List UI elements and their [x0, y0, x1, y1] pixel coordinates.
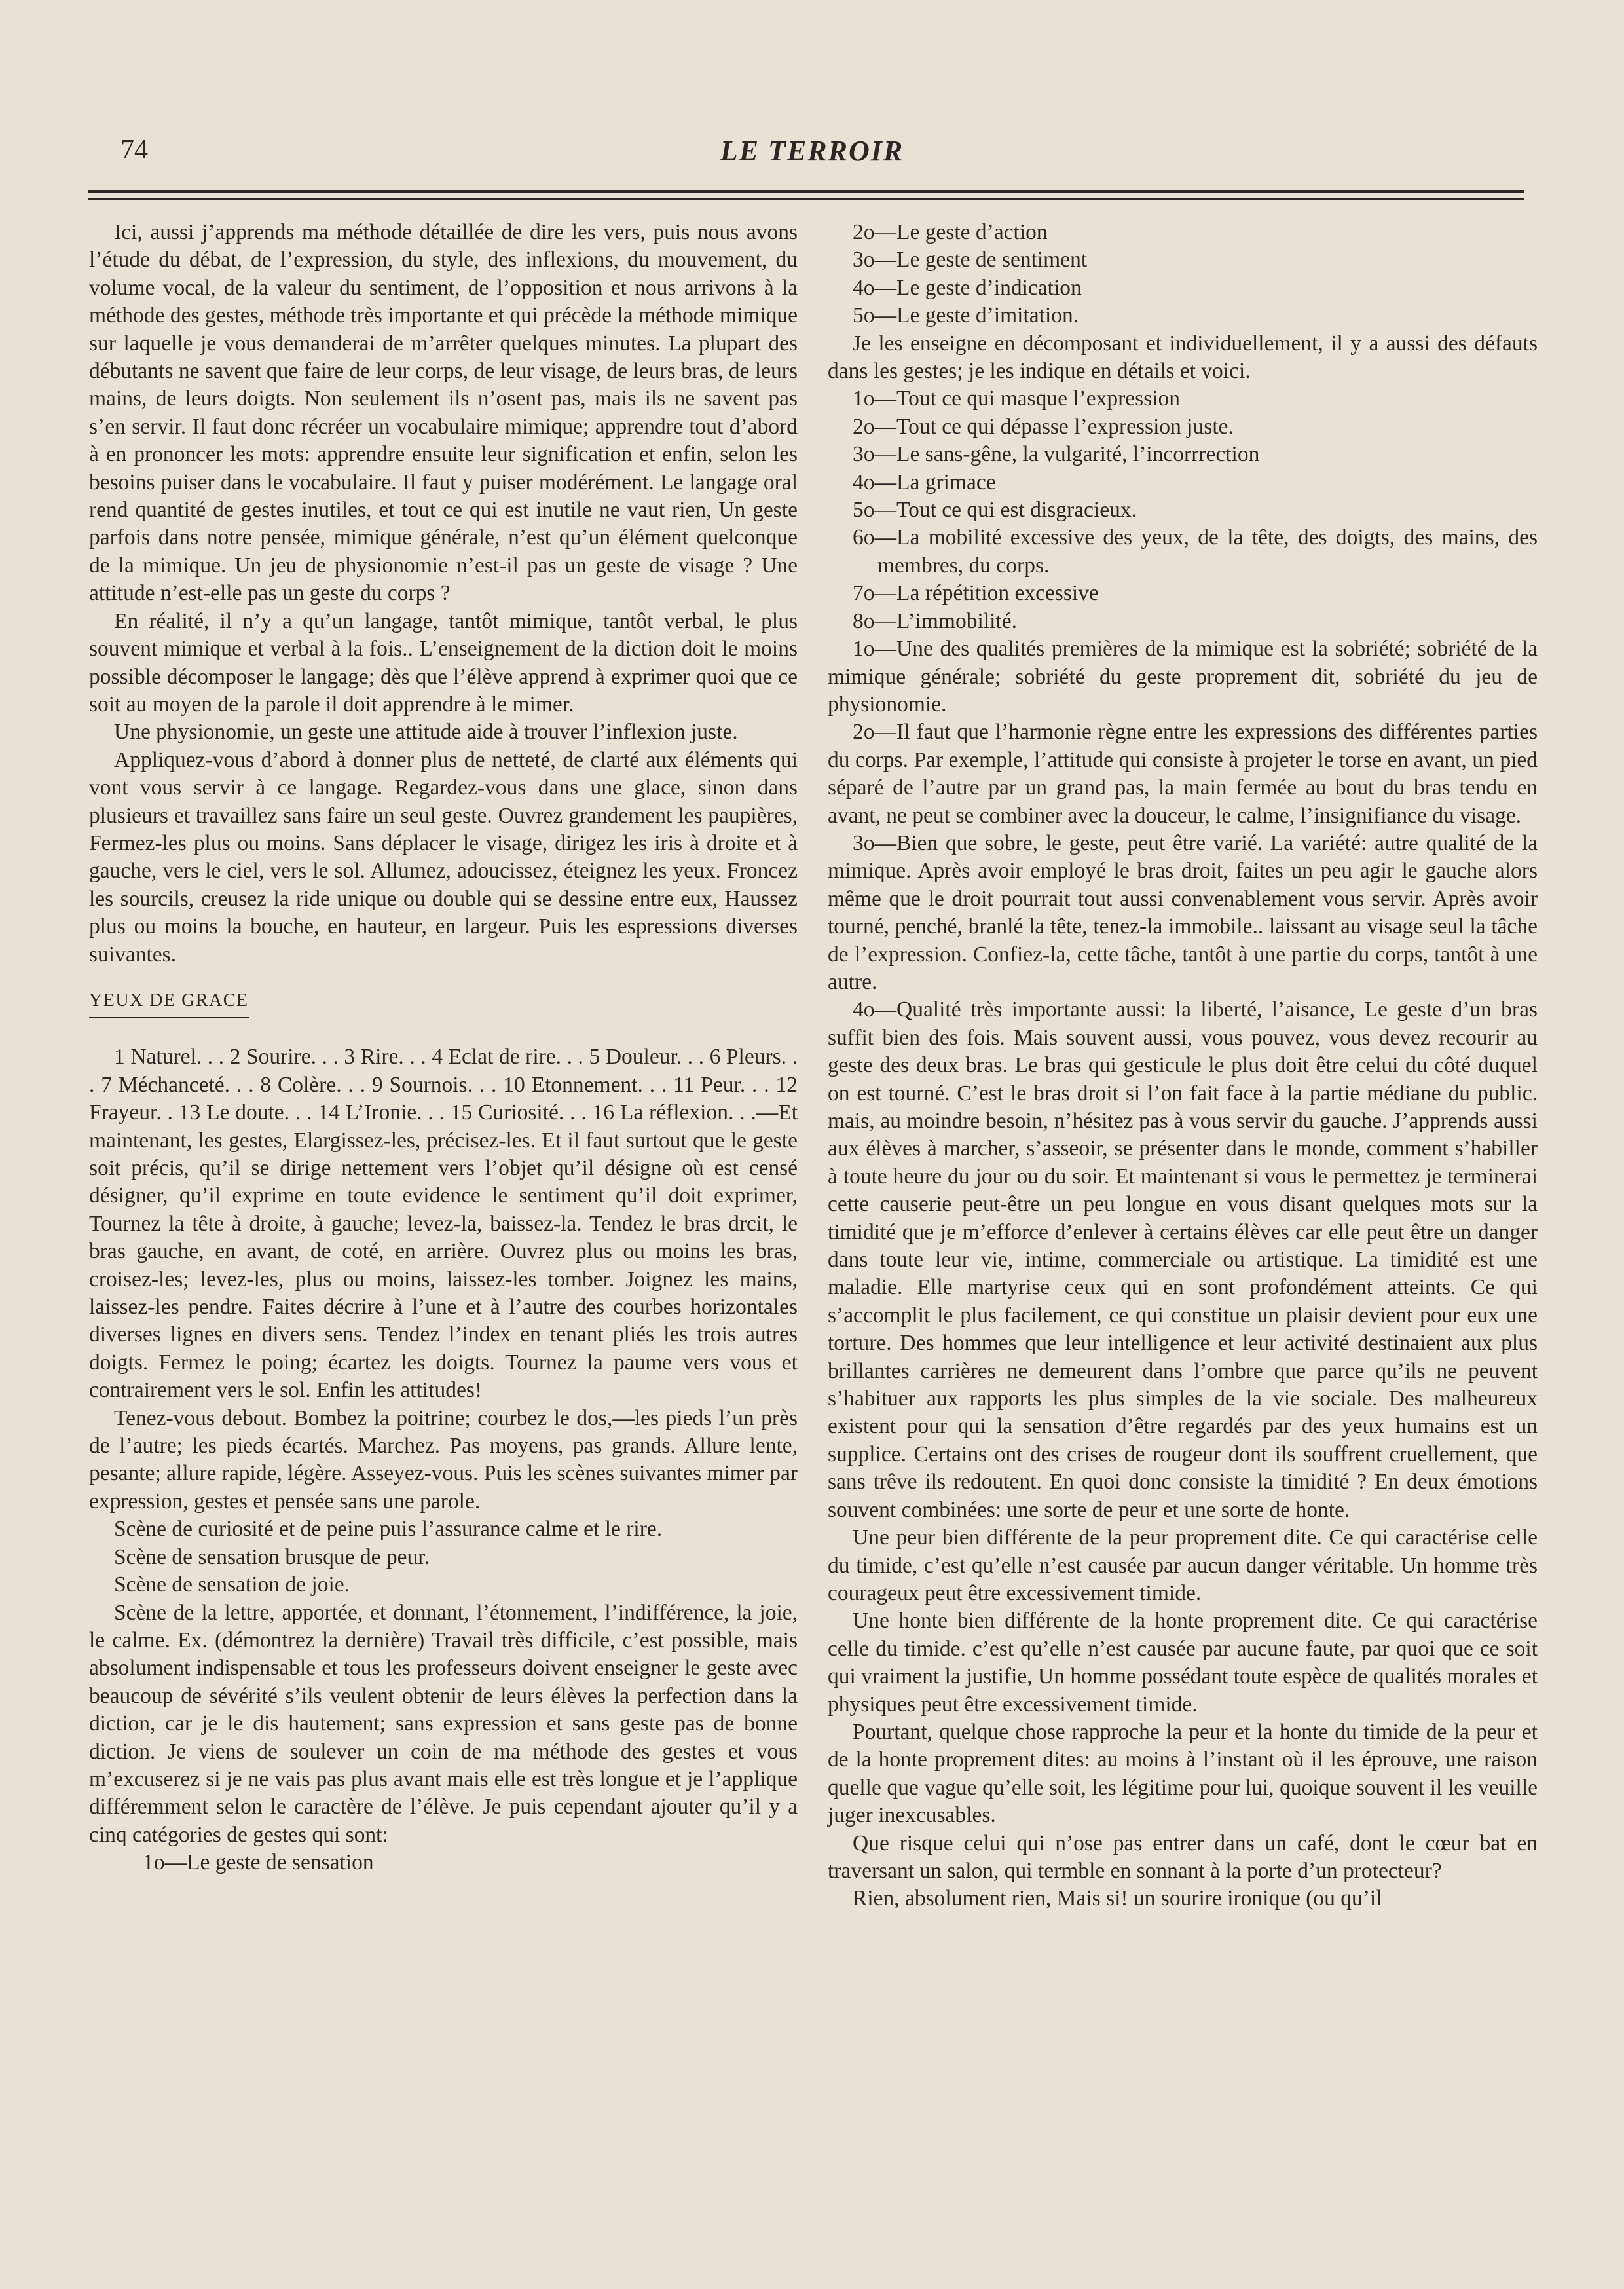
- paragraph: Je les enseigne en décomposant et individuellement, il y a aussi des défauts dans les gestes; je les indique en détails et voici.: [828, 331, 1538, 384]
- paragraph: En réalité, il n’y a qu’un langage, tantôt mimique, tantôt verbal, le plus souvent mimique et verbal à la fois.. L’enseignement de la diction doit le moins possible décomposer le langage; dès que l’élève apprend à exprimer quoi que ce soit au moyen de la parole il doit apprendre à le mimer.: [89, 608, 798, 716]
- defect-item: 3o—Le sans-gêne, la vulgarité, l’incorrrection: [853, 442, 1260, 467]
- defect-item: 1o—Tout ce qui masque l’expression: [853, 386, 1181, 411]
- quality-paragraph: 2o—Il faut que l’harmonie règne entre les expressions des différentes parties du corps. Par exemple, l’attitude qui consiste à projeter le torse en avant, un pied séparé de l’autre par un grand pas, la main fermée au bout du bras tendu en avant, ne peut se combiner avec la douceur, le calme, l’insignifiance du visage.: [828, 720, 1538, 828]
- paragraph: Une honte bien différente de la honte proprement dite. Ce qui caractérise celle du timide. c’est qu’elle n’est causée par aucune faute, par quoi que ce soit qui vraiment la justifie, Un homme possédant toute espèce de qualités morales et physiques peut être excessivement timide.: [828, 1609, 1538, 1717]
- paragraph: Une peur bien différente de la peur proprement dite. Ce qui caractérise celle du timide, c’est qu’elle n’est causée par aucun danger véritable. Un homme très courageux peut être excessivement timide.: [828, 1525, 1538, 1605]
- header-rule-thin: [88, 198, 1524, 200]
- defect-item: 2o—Tout ce qui dépasse l’expression juste.: [853, 414, 1234, 439]
- paragraph: Que risque celui qui n’ose pas entrer dans un café, dont le cœur bat en traversant un salon, qui termble en sonnant à la porte d’un protecteur?: [828, 1831, 1538, 1883]
- section-heading: [89, 987, 798, 1018]
- paragraph: Rien, absolument rien, Mais si! un sourire ironique (ou qu’il: [853, 1886, 1382, 1911]
- paragraph: Pourtant, quelque chose rapproche la peur et la honte du timide de la peur et de la honte proprement dites: au moins à l’instant où il les éprouve, une raison quelle que vague qu’elle soit, les légitime pour lui, quoique souvent il les veuille juger inexcusables.: [828, 1719, 1538, 1828]
- header-rule-thick: [88, 190, 1524, 193]
- defect-item: 4o—La grimace: [853, 470, 996, 494]
- running-head: [0, 134, 1624, 180]
- scene-item: Scène de sensation brusque de peur.: [114, 1544, 430, 1569]
- defect-item: 7o—La répétition excessive: [853, 581, 1099, 606]
- gesture-category-item: 1o—Le geste de sensation: [143, 1850, 374, 1875]
- scene-item: Scène de curiosité et de peine puis l’assurance calme et le rire.: [114, 1517, 663, 1542]
- paragraph: 1 Naturel. . . 2 Sourire. . . 3 Rire. . . 4 Eclat de rire. . . 5 Douleur. . . 6 Pleurs. . . 7 Méchanceté. . . 8 Colère. . . 9 Sournois. . . 10 Etonnement. . . 11 Peur. . . 12 Frayeur. . 13 Le doute. . . 14 L’Ironie. . . 15 Curiosité. . . 16 La réflexion. . .—Et maintenant, les gestes, Elargissez-les, précisez-les. Et il faut surtout que le geste soit précis, qu’il se dirige nettement vers l’objet qu’il désigne où est censé désigner, qu’il exprime en toute evidence le sentiment qu’il doit exprimer, Tournez la tête à droite, à gauche; levez-la, baissez-la. Tendez le bras drcit, le bras gauche, en avant, de coté, en arrière. Ouvrez plus ou moins les bras, croisez-les; levez-les, plus ou moins, laissez-les tomber. Joignez les mains, laissez-les pendre. Faites décrire à l’une et à l’autre des courbes horizontales diverses lignes en divers sens. Tendez l’index en tenant pliés les trois autres doigts. Fermez le poing; écartez les doigts. Tournez la paume vers vous et contrairement vers le sol. Enfin les attitudes!: [89, 1045, 798, 1403]
- paragraph: Tenez-vous debout. Bombez la poitrine; courbez le dos,—les pieds l’un près de l’autre; les pieds écartés. Marchez. Pas moyens, pas grands. Allure lente, pesante; allure rapide, légère. Asseyez-vous. Puis les scènes suivantes mimer par expression, gestes et pensée sans une parole.: [89, 1405, 798, 1514]
- paragraph: Scène de la lettre, apportée, et donnant, l’étonnement, l’indifférence, la joie, le calme. Ex. (démontrez la dernière) Travail très difficile, c’est possible, mais absolument indispensable et tous les professeurs doivent enseigner le geste avec beaucoup de sévérité s’ils veulent obtenir de leurs élèves la perfection dans la diction, car je le dis hautement; sans expression et sans geste pas de bonne diction. Je viens de soulever un coin de ma méthode des gestes et vous m’excuserez si je ne vais pas plus avant mais elle est très longue et je l’applique différemment selon le caractère de l’élève. Je puis cependant ajouter qu’il y a cinq catégories de gestes qui sont:: [89, 1600, 798, 1847]
- quality-paragraph: 4o—Qualité très importante aussi: la liberté, l’aisance, Le geste d’un bras suffit bien des fois. Mais souvent aussi, vous pouvez, vous devez recourir au geste des deux bras. Le bras qui gesticule le plus doit être celui du côté duquel on est tourné. C’est le bras droit si l’on fait face à la partie médiane du public. mais, au moindre besoin, n’hésitez pas à vous servir du gauche. J’apprends aussi aux élèves à marcher, s’asseoir, se présenter dans le monde, comment s’habiller à toute heure du jour ou du soir. Et maintenant si vous le permettez je terminerai cette causerie peut-être un peu longue en vous disant quelques mots sur la timidité que je m’efforce d’enlever à certains élèves car elle peut être un danger dans toute leur vie, intime, commerciale ou artistique. La timidité est une maladie. Elle martyrise ceux qui en sont profondément atteints. Ce qui s’accomplit le plus facilement, ce qui constitue un plaisir devient pour eux une torture. Des hommes que leur intelligence et leur activité destinaient aux plus brillantes carrières ne demeurent dans l’ombre que parce qu’ils ne peuvent s’habituer aux rapports les plus simples de la vie sociale. Des malheureux existent pour qui la sensation d’être regardés par des yeux humains est un supplice. Certains ont des crises de rougeur dont ils souffrent cruellement, que sans trêve ils redoutent. En quoi donc consiste la timidité ? En deux émotions souvent combinées: une sorte de peur et une sorte de honte.: [828, 997, 1538, 1522]
- section-heading-text: YEUX DE GRACE: [89, 987, 249, 1018]
- quality-paragraph: 1o—Une des qualités premières de la mimique est la sobriété; sobriété de la mimique générale; sobriété du geste proprement dit, sobriété du jeu de physionomie.: [828, 637, 1538, 716]
- quality-paragraph: 3o—Bien que sobre, le geste, peut être varié. La variété: autre qualité de la mimique. Après avoir employé le bras droit, faites un peu agir le gauche alors même que le droit pourrait tout aussi convenablement vous servir. Après avoir tourné, penché, branlé la tête, tenez-la immobile.. laissant au visage seul la tâche de l’expression. Confiez-la, cette tâche, tantôt à une partie du corps, tantôt à une autre.: [828, 830, 1538, 994]
- defect-item: 8o—L’immobilité.: [853, 608, 1017, 633]
- right-column: [828, 219, 1538, 1913]
- paragraph: Une physionomie, un geste une attitude aide à trouver l’inflexion juste.: [114, 720, 738, 745]
- journal-title: LE TERROIR: [720, 135, 904, 167]
- gesture-category-item: 4o—Le geste d’indication: [853, 275, 1082, 300]
- paragraph: Ici, aussi j’apprends ma méthode détaillée de dire les vers, puis nous avons l’étude du débat, de l’expression, du style, des inflexions, du mouvement, du volume vocal, de la valeur du sentiment, de l’opposition et nous arrivons à la méthode des gestes, méthode très importante et qui précède la méthode mimique sur laquelle je vous demanderai de m’arrêter quelques minutes. La plupart des débutants ne savent que faire de leur corps, de leur visage, de leurs bras, de leurs mains, de leurs doigts. Non seulement ils n’osent pas, mais ils ne savent pas s’en servir. Il faut donc récréer un vocabulaire mimique; apprendre tout d’abord à en prononcer les mots: apprendre ensuite leur signification et enfin, selon les besoins puiser dans le vocabulaire. Il faut y puiser modérément. Le langage oral rend quantité de gestes inutiles, et tout ce qui est inutile ne vaut rien, Un geste parfois dans notre pensée, mimique générale, n’est qu’un élément quelconque de la mimique. Un jeu de physionomie n’est-il pas un geste de visage ? Une attitude n’est-elle pas un geste du corps ?: [89, 220, 798, 606]
- gesture-category-item: 3o—Le geste de sentiment: [853, 248, 1088, 272]
- defect-item: 6o—La mobilité excessive des yeux, de la tête, des doigts, des mains, des membres, du corps.: [853, 525, 1538, 578]
- left-column: [89, 219, 798, 1877]
- page-number: 74: [120, 135, 148, 165]
- gesture-category-item: 5o—Le geste d’imitation.: [853, 303, 1079, 328]
- scene-item: Scène de sensation de joie.: [114, 1573, 350, 1597]
- defect-item: 5o—Tout ce qui est disgracieux.: [853, 498, 1137, 523]
- paragraph: Appliquez-vous d’abord à donner plus de netteté, de clarté aux éléments qui vont vous servir à ce langage. Regardez-vous dans une glace, sinon dans plusieurs et travaillez sans faire un seul geste. Ouvrez grandement les paupières, Fermez-les plus ou moins. Sans déplacer le visage, dirigez les iris à droite et à gauche, vers le ciel, vers le sol. Allumez, adoucissez, éteignez les yeux. Froncez les sourcils, creusez la ride unique ou double qui se dessine entre eux, Haussez plus ou moins la bouche, en hauteur, en largeur. Puis les espressions diverses suivantes.: [89, 747, 798, 967]
- gesture-category-item: 2o—Le geste d’action: [853, 220, 1048, 244]
